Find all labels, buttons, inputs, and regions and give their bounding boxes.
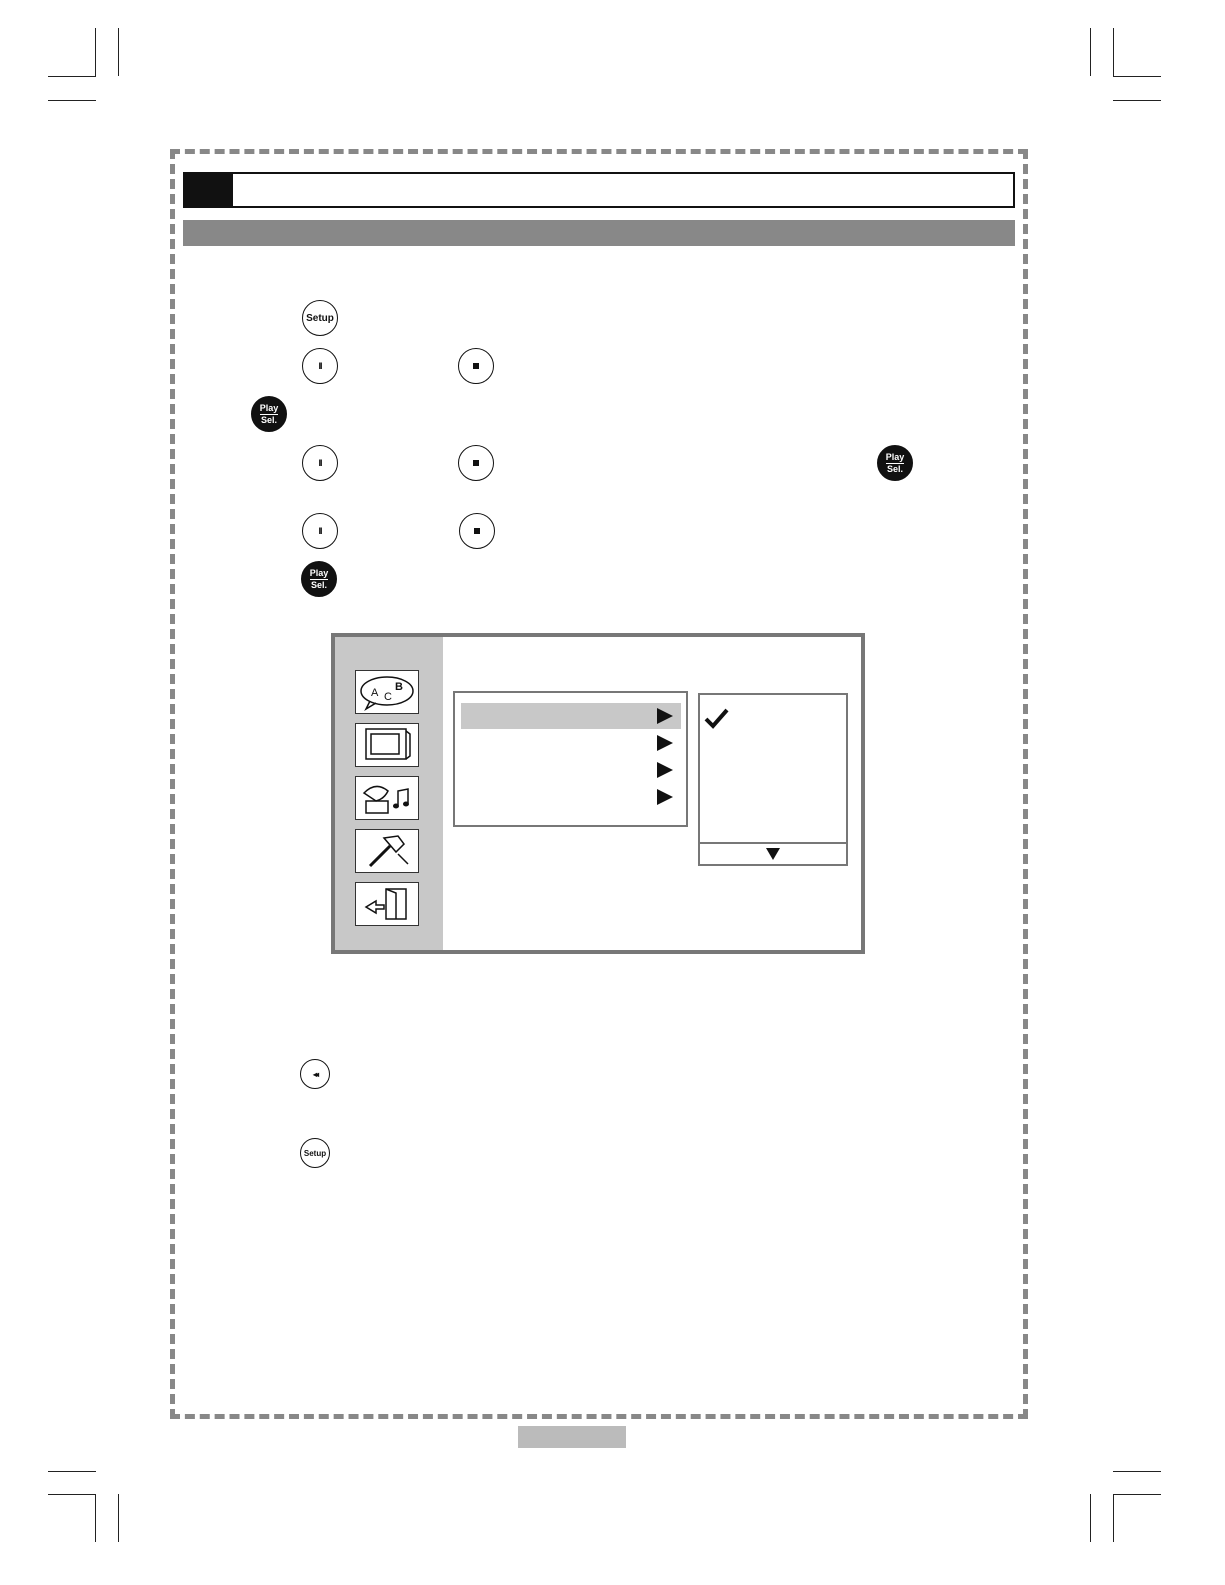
- play-select-button-icon: [301, 561, 337, 597]
- setup-menu-screen: [331, 633, 865, 954]
- arrow-right-icon: [657, 735, 673, 751]
- crop-mark: [1113, 100, 1161, 101]
- crop-mark: [118, 1494, 119, 1542]
- sel-label: Sel.: [260, 414, 277, 425]
- svg-text:B: B: [395, 681, 403, 693]
- gramophone-icon: [355, 776, 419, 820]
- play-label: Play: [885, 451, 905, 462]
- crop-mark: [48, 76, 96, 77]
- pause-button-icon: II: [302, 513, 338, 549]
- menu-list-panel: [453, 691, 688, 827]
- scroll-down-area[interactable]: [700, 842, 846, 864]
- crop-mark: [95, 28, 96, 76]
- crop-mark: [95, 1494, 96, 1542]
- pause-button-icon: II: [302, 445, 338, 481]
- menu-sidebar: [335, 637, 443, 950]
- arrow-right-icon: [657, 789, 673, 805]
- exit-door-icon: [355, 882, 419, 926]
- arrow-right-icon: [657, 762, 673, 778]
- setup-label: Setup: [303, 1148, 327, 1158]
- stop-button-icon: [459, 513, 495, 549]
- play-label: Play: [309, 567, 329, 578]
- crop-mark: [1113, 1471, 1161, 1472]
- crop-mark: [48, 100, 96, 101]
- section-title-bar: [183, 172, 1015, 208]
- stop-button-icon: [458, 445, 494, 481]
- pause-button-icon: II: [302, 348, 338, 384]
- menu-list-item[interactable]: [461, 730, 681, 756]
- language-abc-icon: [355, 670, 419, 714]
- sel-label: Sel.: [310, 579, 327, 590]
- setup-label: Setup: [306, 312, 334, 324]
- crop-mark: [118, 28, 119, 76]
- crop-mark: [1113, 76, 1161, 77]
- menu-options-panel: [698, 693, 848, 866]
- play-label: Play: [259, 402, 279, 413]
- menu-list-item[interactable]: [461, 757, 681, 783]
- svg-text:A: A: [371, 687, 379, 699]
- crop-mark: [1090, 28, 1091, 76]
- hammer-icon: [355, 829, 419, 873]
- crop-mark: [1090, 1494, 1091, 1542]
- crop-mark: [1113, 1494, 1161, 1495]
- tv-monitor-icon: [355, 723, 419, 767]
- play-select-button-icon: [877, 445, 913, 481]
- checkmark-icon: [704, 707, 730, 729]
- menu-list-item[interactable]: [461, 784, 681, 810]
- crop-mark: [48, 1494, 96, 1495]
- scroll-down-icon: [766, 848, 780, 860]
- title-block: [185, 174, 233, 206]
- stop-button-icon: [458, 348, 494, 384]
- crop-mark: [1113, 28, 1114, 76]
- sel-label: Sel.: [886, 463, 903, 474]
- svg-text:C: C: [384, 691, 392, 703]
- play-select-button-icon: [251, 396, 287, 432]
- subsection-bar: [183, 220, 1015, 246]
- setup-button-icon: [300, 1138, 330, 1168]
- rewind-button-icon: ◂◂: [300, 1059, 330, 1089]
- setup-button-icon: [302, 300, 338, 336]
- menu-list-item[interactable]: [461, 703, 681, 729]
- arrow-right-icon: [657, 708, 673, 724]
- crop-mark: [48, 1471, 96, 1472]
- page-number-tab: [518, 1426, 626, 1448]
- crop-mark: [1113, 1494, 1114, 1542]
